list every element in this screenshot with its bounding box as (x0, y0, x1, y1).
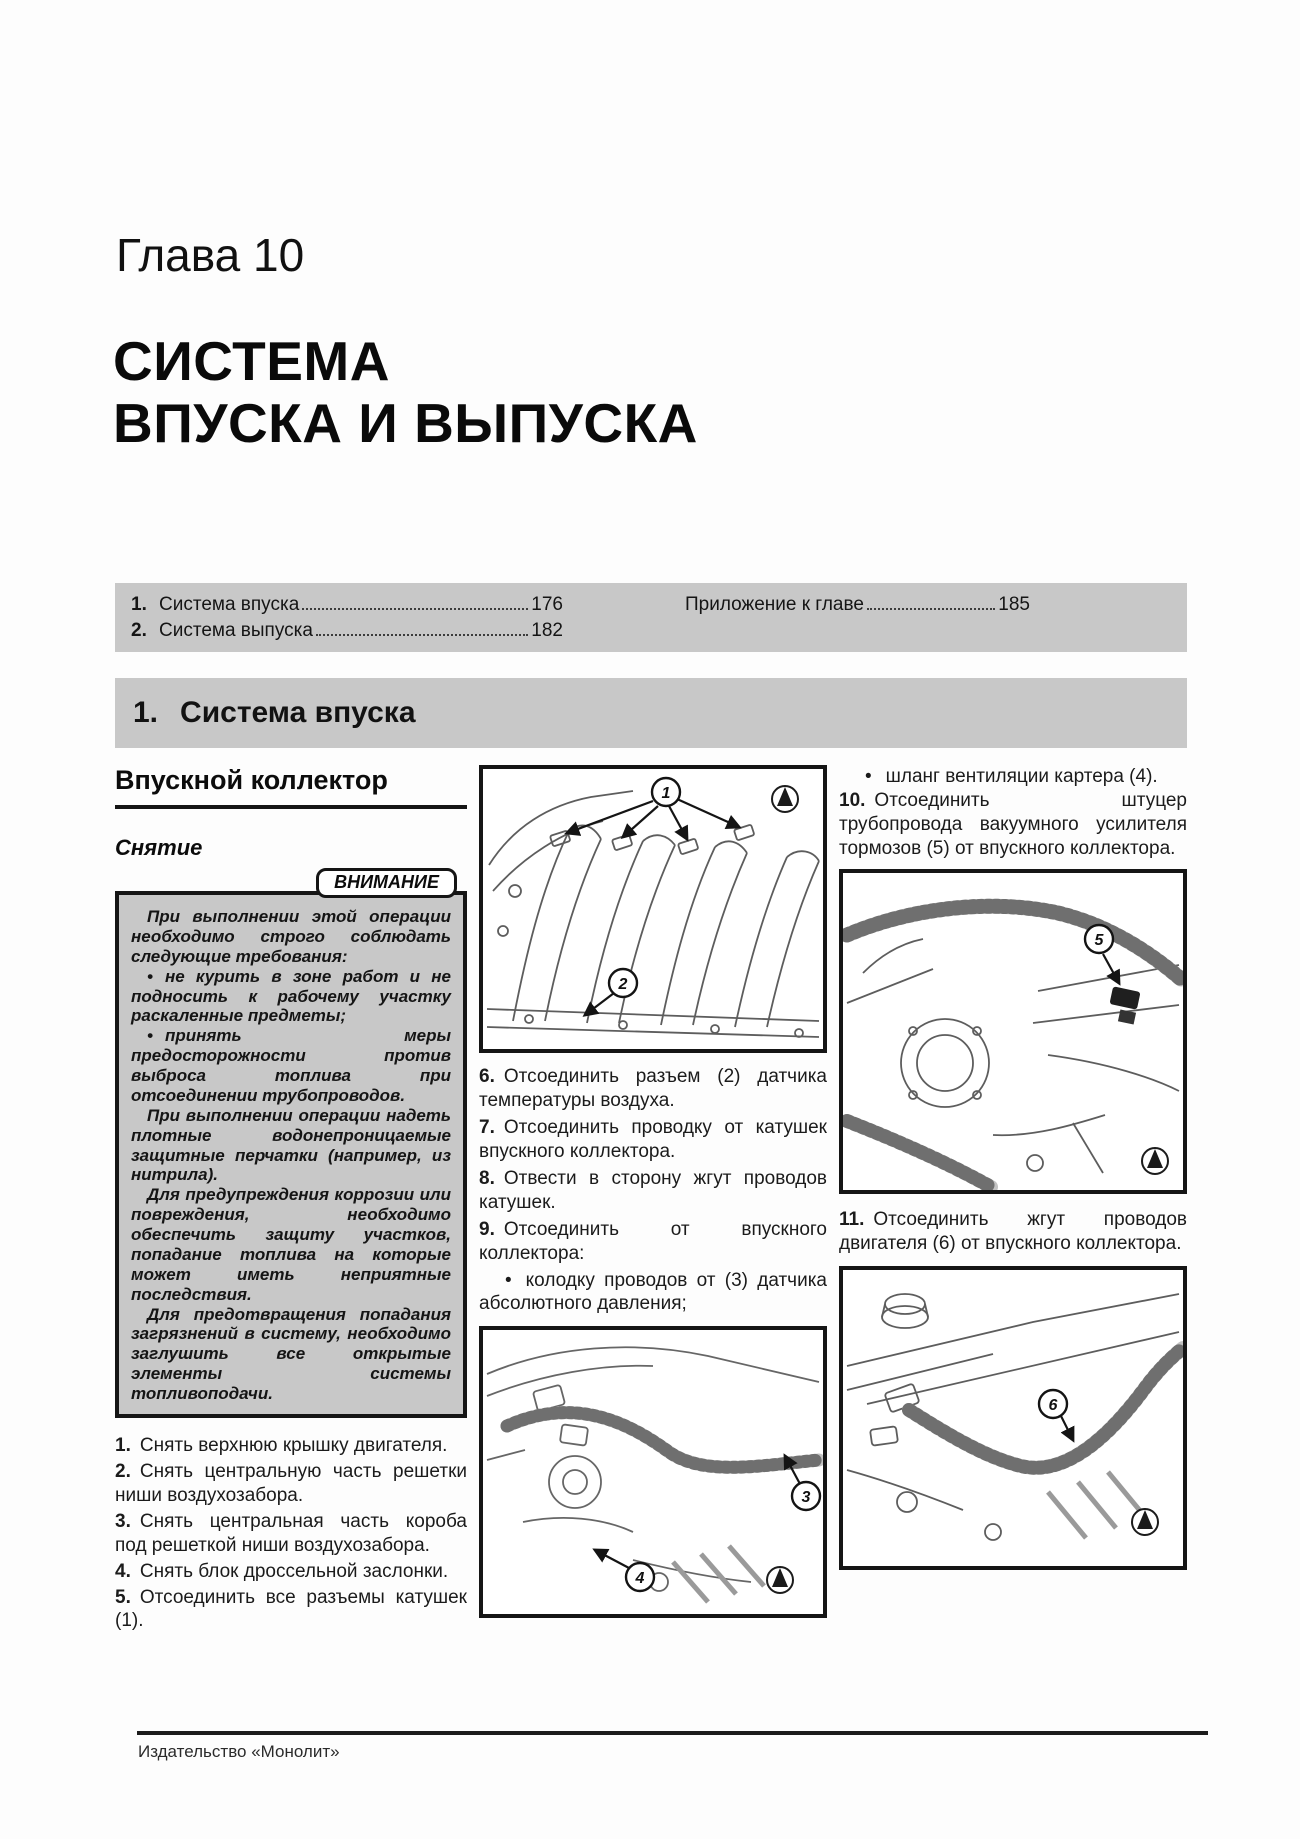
step-item (115, 1434, 467, 1458)
bullet-text: шланг вентиляции картера (4). (885, 766, 1158, 787)
manifold-line-art (487, 791, 819, 1037)
step-number: 5. (115, 1586, 131, 1608)
toc-entry-page: 182 (531, 620, 563, 641)
chapter-heading: Глава 10 (116, 229, 305, 281)
toc-dot-leader (867, 608, 995, 610)
callout-number: 6 (1048, 1396, 1058, 1414)
step-list-6-9 (479, 1065, 827, 1316)
monolit-logo-icon (772, 786, 798, 812)
toc-dot-leader (316, 634, 528, 636)
figure-vacuum-hose-union (839, 869, 1187, 1194)
procedure-heading: Снятие (115, 835, 203, 860)
bullet-text: колодку проводов от (3) датчика абсолютного давления; (479, 1269, 827, 1315)
callout-4 (626, 1563, 654, 1591)
callout-3 (792, 1482, 820, 1510)
subsection-heading: Впускной коллектор (115, 765, 467, 809)
callout-arrows (567, 799, 739, 1015)
callout-number: 4 (635, 1570, 645, 1588)
footer-rule (137, 1731, 1208, 1735)
toc-entry-number: 1. (131, 594, 147, 615)
step-item (839, 789, 1187, 861)
warning-paragraph: При выполнении этой операции необходимо строго соблюдать следующие требования: (131, 907, 451, 966)
step-item (115, 1460, 467, 1508)
step-number: 7. (479, 1116, 495, 1138)
page-title-line2: ВПУСКА И ВЫПУСКА (113, 392, 698, 455)
bullet-dot: • (147, 966, 153, 986)
step-number: 8. (479, 1167, 495, 1189)
callout-arrows (595, 1456, 800, 1568)
step-number: 6. (479, 1066, 495, 1087)
toc-entry-label: Система впуска (159, 594, 300, 615)
toc-gutter (563, 592, 685, 644)
figure-engine-harness (839, 1266, 1187, 1570)
column-middle (479, 765, 827, 1635)
toc-column-right (685, 592, 1030, 644)
section-banner (115, 678, 1187, 748)
monolit-logo-icon (1132, 1509, 1158, 1535)
warning-bullet (131, 1026, 451, 1106)
page-title-line1: СИСТЕМА (113, 330, 390, 392)
section-title: Система впуска (180, 696, 416, 729)
bullet-dot: • (505, 1269, 512, 1291)
corrugated-hose (507, 1413, 819, 1468)
step-text: Снять блок дроссельной заслонки. (139, 1560, 449, 1582)
step-number: 4. (115, 1560, 131, 1582)
step-item (115, 1586, 467, 1634)
toc-entry (131, 618, 563, 644)
step-list-1-5 (115, 1434, 467, 1634)
union-connector (1109, 986, 1140, 1024)
step-number: 10. (839, 789, 866, 811)
step-text: Снять верхнюю крышку двигателя. (139, 1434, 448, 1456)
callout-number: 3 (801, 1489, 811, 1507)
warning-bullet-text: не курить в зоне работ и не подносить к рабочему участку раскаленные предметы; (131, 966, 451, 1026)
bullet-item (479, 1269, 827, 1317)
warning-bullet (131, 967, 451, 1027)
bullet-item (839, 765, 1187, 789)
step-number: 3. (115, 1510, 131, 1532)
warning-bullet-text: принять меры предосторожности против выброса топлива при отсоединении трубопроводов. (131, 1026, 451, 1105)
step-list-10 (839, 765, 1187, 861)
figure-intake-manifold-coils (479, 765, 827, 1053)
toc-column-left (131, 592, 563, 644)
toc-entry (685, 592, 1030, 618)
step-item (115, 1560, 467, 1584)
step-item (479, 1167, 827, 1215)
warning-box (115, 872, 467, 1418)
step-text: Отсоединить проводку от катушек впускного коллектора. (479, 1116, 827, 1162)
step-item (479, 1065, 827, 1113)
toc-entry (131, 592, 563, 618)
toc-entry-label: Приложение к главе (685, 594, 864, 615)
footer-publisher: Издательство «Монолит» (138, 1742, 340, 1761)
callout-2 (609, 969, 637, 997)
cover-ribs (1048, 1472, 1146, 1538)
callout-number: 1 (661, 785, 671, 802)
section-number: 1. (133, 696, 159, 729)
table-of-contents (115, 583, 1187, 652)
callout-number: 2 (618, 976, 628, 993)
column-right (839, 765, 1187, 1635)
step-list-11 (839, 1208, 1187, 1256)
step-item (479, 1116, 827, 1164)
step-text: Отсоединить жгут проводов двигателя (6) от впускного коллектора. (839, 1208, 1187, 1254)
step-text: Снять центральную часть решетки ниши воздухозабора. (115, 1460, 467, 1506)
cover-ribs (673, 1546, 764, 1602)
toc-entry-number: 2. (131, 620, 147, 641)
engine-diagram-4 (843, 1270, 1183, 1566)
engine-diagram-1 (483, 769, 823, 1049)
step-number: 9. (479, 1218, 495, 1240)
toc-entry-page: 176 (531, 594, 563, 615)
monolit-logo-icon (767, 1567, 793, 1593)
corrugated-hose-bottom (847, 1121, 991, 1187)
callout-6 (1039, 1390, 1067, 1418)
warning-tab: ВНИМАНИЕ (316, 868, 457, 898)
toc-entry-page: 185 (998, 594, 1030, 615)
step-text: Отсоединить от впускного коллектора: (479, 1218, 827, 1264)
warning-paragraph: Для предупреждения коррозии или повреждения, необходимо обеспечить защиту участков, попадание топлива на которые может иметь неприятные последствия. (131, 1185, 451, 1304)
content-columns (115, 765, 1187, 1635)
bullet-dot: • (147, 1026, 153, 1046)
warning-paragraph: Для предотвращения попадания загрязнений в систему, необходимо заглушить все открытые элементы системы топливоподачи. (131, 1304, 451, 1403)
callout-1 (652, 778, 680, 806)
step-item (839, 1208, 1187, 1256)
step-item (115, 1510, 467, 1558)
page-title (113, 330, 698, 454)
step-number: 2. (115, 1460, 131, 1482)
toc-entry-label: Система выпуска (159, 620, 313, 641)
step-text: Отвести в сторону жгут проводов катушек. (479, 1167, 827, 1213)
engine-diagram-2 (483, 1330, 823, 1614)
column-left (115, 765, 467, 1635)
engine-diagram-3 (843, 873, 1183, 1190)
callout-number: 5 (1094, 931, 1104, 949)
bullet-dot: • (865, 766, 872, 787)
step-text: Снять центральная часть короба под решеткой ниши воздухозабора. (115, 1510, 467, 1556)
step-item (479, 1218, 827, 1266)
step-number: 1. (115, 1434, 131, 1456)
toc-dot-leader (302, 608, 528, 610)
monolit-logo-icon (1142, 1148, 1168, 1174)
step-text: Отсоединить все разъемы катушек (1). (115, 1586, 467, 1632)
callout-5 (1085, 925, 1113, 953)
step-text: Отсоединить разъем (2) датчика температуры воздуха. (479, 1066, 827, 1111)
warning-paragraph: При выполнении операции надеть плотные водонепроницаемые защитные перчатки (например, из нитрила). (131, 1105, 451, 1185)
figure-coil-harness (479, 1326, 827, 1618)
step-text: Отсоединить штуцер трубопровода вакуумного усилителя тормозов (5) от впускного коллектора. (839, 789, 1187, 859)
step-number: 11. (839, 1208, 865, 1230)
callout-arrows (1061, 1416, 1073, 1440)
corrugated-hose-top (847, 906, 1181, 979)
